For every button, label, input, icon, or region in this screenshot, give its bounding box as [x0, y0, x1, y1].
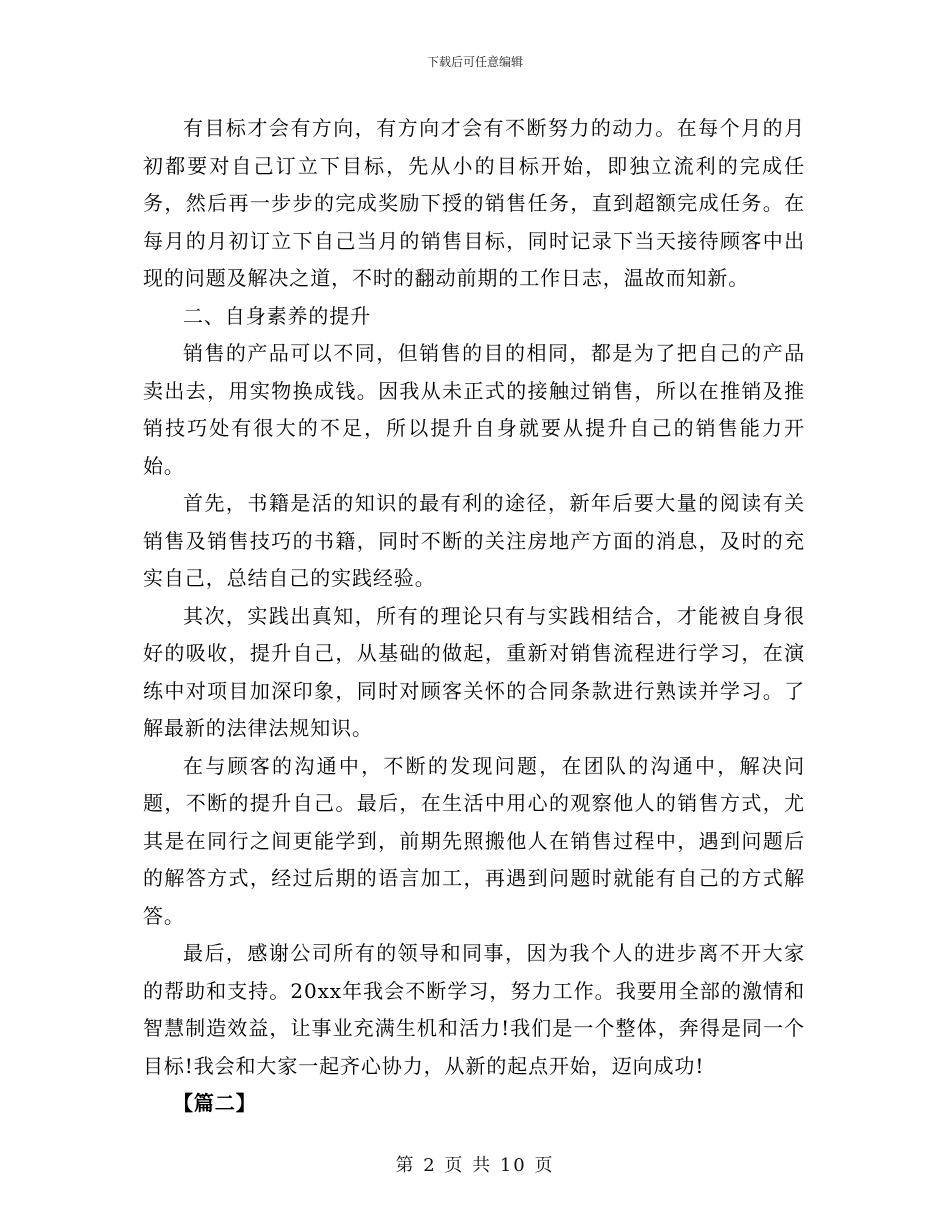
- paragraph-sales-ability: 销售的产品可以不同，但销售的目的相同，都是为了把自己的产品卖出去，用实物换成钱。因我从未正式的接触过销售，所以在推销及推销技巧处有很大的不足，所以提升自身就要从提升自己的销售能力开始。: [143, 341, 805, 478]
- paragraph-thanks: 最后，感谢公司所有的领导和同事，因为我个人的进步离不开大家的帮助和支持。20xx年我会不断学习，努力工作。我要用全部的激情和智慧制造效益，让事业充满生机和活力!我们是一个整体，奔得是同一个目标!我会和大家一起齐心协力，从新的起点开始，迈向成功!: [143, 941, 805, 1078]
- page-footer-number: 第 2 页 共 10 页: [395, 1155, 555, 1176]
- paragraph-goals: 有目标才会有方向，有方向才会有不断努力的动力。在每个月的月初都要对自己订立下目标，先从小的目标开始，即独立流利的完成任务，然后再一步步的完成奖励下授的销售任务，直到超额完成任务。在每月的月初订立下自己当月的销售目标，同时记录下当天接待顾客中出现的问题及解决之道，不时的翻动前期的工作日志，温故而知新。: [143, 116, 805, 290]
- document-body: [143, 110, 805, 1123]
- paragraph-reading: 首先，书籍是活的知识的最有利的途径，新年后要大量的阅读有关销售及销售技巧的书籍，同时不断的关注房地产方面的消息，及时的充实自己，总结自己的实践经验。: [143, 491, 805, 590]
- paragraph-communication: 在与顾客的沟通中，不断的发现问题，在团队的沟通中，解决问题，不断的提升自己。最后，在生活中用心的观察他人的销售方式，尤其是在同行之间更能学到，前期先照搬他人在销售过程中，遇到问题后的解答方式，经过后期的语言加工，再遇到问题时就能有自己的方式解答。: [143, 753, 805, 928]
- paragraph-practice: 其次，实践出真知，所有的理论只有与实践相结合，才能被自身很好的吸收，提升自己，从基础的做起，重新对销售流程进行学习，在演练中对项目加深印象，同时对顾客关怀的合同条款进行熟读并学习。了解最新的法律法规知识。: [143, 603, 805, 740]
- page-header-note: 下载后可任意编辑: [426, 55, 523, 69]
- section-title: 【篇二】: [173, 1091, 257, 1115]
- subheading-self-improvement: 二、自身素养的提升: [183, 303, 372, 328]
